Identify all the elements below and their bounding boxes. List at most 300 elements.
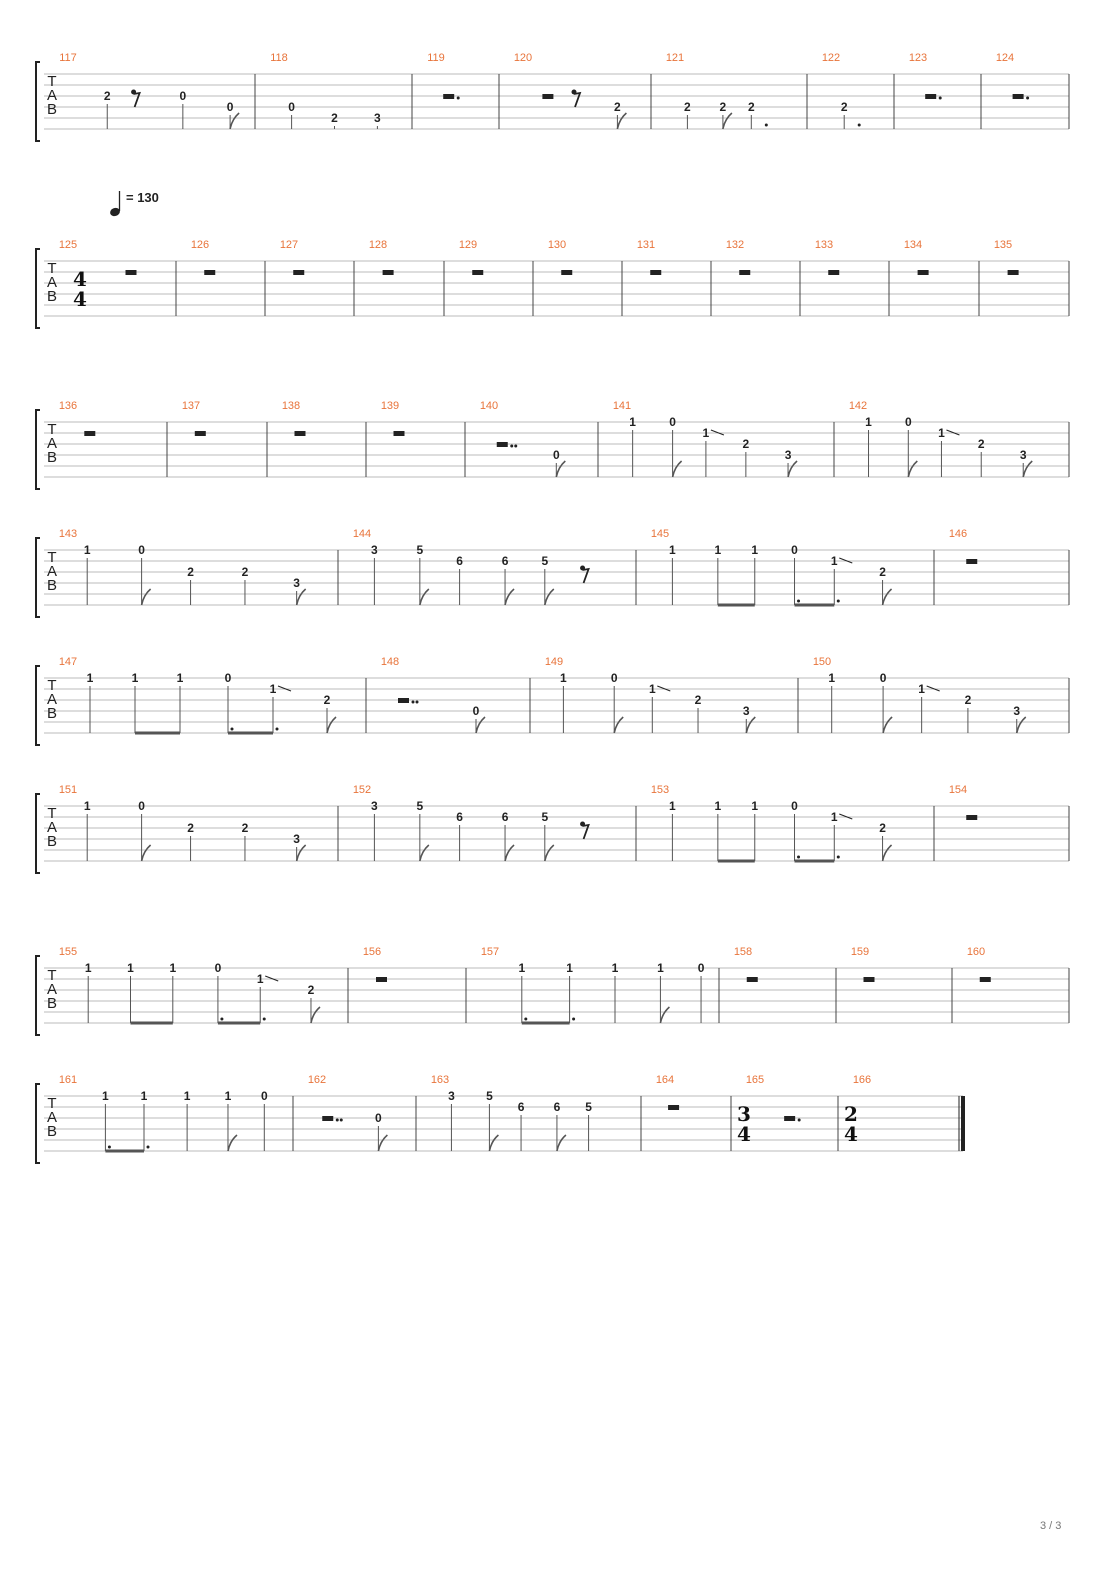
fret-number: 3	[1019, 448, 1027, 462]
eighth-flag-icon	[420, 589, 429, 605]
measure	[427, 52, 459, 100]
fret-number: 2	[879, 565, 886, 579]
tab-note	[831, 810, 852, 861]
measure	[822, 52, 861, 129]
tab-clef-letter: T	[47, 421, 57, 438]
tab-note	[324, 693, 336, 733]
eighth-flag-icon	[142, 845, 151, 861]
fret-number: 0	[472, 704, 480, 718]
tab-note	[585, 1100, 592, 1151]
half-rest-icon	[472, 270, 483, 275]
fret-number: 0	[138, 799, 145, 813]
measure	[270, 52, 381, 129]
time-signature-top: 3	[737, 1102, 751, 1126]
tab-clef-letter: T	[47, 967, 57, 984]
measure	[967, 946, 991, 982]
fret-number: 6	[456, 810, 463, 824]
eighth-flag-icon	[673, 461, 682, 477]
eighth-flag-icon	[311, 1007, 320, 1023]
tab-note	[257, 972, 278, 1023]
fret-number: 2	[719, 100, 727, 114]
tab-note	[375, 1111, 387, 1151]
tab-note	[714, 543, 721, 605]
tab-clef-letter: T	[47, 549, 57, 566]
tab-note	[308, 983, 320, 1023]
fret-number: 5	[541, 810, 549, 824]
fret-number: 0	[226, 100, 234, 114]
measure	[363, 946, 387, 982]
tab-clef-letter: T	[47, 73, 57, 90]
measure-number: 157	[480, 946, 500, 958]
fret-number: 1	[140, 1089, 148, 1103]
tab-note	[791, 543, 800, 605]
tab-note	[560, 671, 567, 733]
fret-number: 0	[288, 100, 295, 114]
measure-number: 122	[821, 52, 841, 64]
fret-number: 3	[1013, 704, 1021, 718]
eighth-flag-icon	[489, 1135, 498, 1151]
dot-icon	[457, 97, 460, 100]
staff-system	[36, 52, 1069, 141]
measure	[353, 784, 589, 861]
measure-number: 135	[993, 239, 1013, 251]
tab-clef-letter: B	[46, 101, 58, 118]
tab-note	[695, 693, 702, 733]
fret-number: 2	[964, 693, 972, 707]
tab-note	[720, 100, 732, 129]
measure-number: 128	[368, 239, 388, 251]
tab-note	[85, 961, 92, 1023]
fret-number: 2	[694, 693, 702, 707]
fret-number: 1	[83, 799, 91, 813]
fret-number: 1	[669, 799, 676, 813]
tab-clef-letter: B	[46, 833, 58, 850]
measure	[666, 52, 768, 129]
eighth-flag-icon	[788, 461, 797, 477]
measure	[651, 784, 892, 861]
fret-number: 0	[224, 671, 232, 685]
eighth-flag-icon	[617, 113, 626, 129]
fret-number: 2	[879, 821, 886, 835]
half-rest-icon	[561, 270, 572, 275]
tab-note	[865, 415, 872, 477]
fret-number: 5	[585, 1100, 592, 1114]
tab-clef-letter: B	[46, 449, 58, 466]
fret-number: 5	[416, 543, 424, 557]
dot-icon	[837, 856, 840, 859]
half-rest-icon	[383, 270, 394, 275]
measure	[548, 239, 572, 275]
measure	[59, 400, 95, 436]
measure	[59, 239, 137, 275]
dot-icon	[108, 1146, 111, 1149]
tab-note	[242, 821, 249, 861]
tab-clef-letter: A	[46, 981, 58, 998]
tab-clef-letter: B	[46, 577, 58, 594]
tab-note	[416, 799, 428, 861]
tab-note	[180, 89, 187, 129]
fret-number: 1	[224, 1089, 232, 1103]
tab-clef-letter: B	[46, 705, 58, 722]
eighth-flag-icon	[1023, 461, 1032, 477]
fret-number: 6	[501, 810, 509, 824]
eighth-flag-icon	[556, 461, 565, 477]
measure	[381, 400, 405, 436]
measure	[369, 239, 394, 275]
fret-number: 1	[84, 961, 92, 975]
half-rest-icon	[980, 977, 991, 982]
measure-number: 164	[655, 1074, 675, 1086]
measure-number: 136	[58, 400, 78, 412]
measure-number: 155	[58, 946, 78, 958]
fret-number: 1	[865, 415, 872, 429]
fret-number: 0	[697, 961, 705, 975]
dot-icon	[798, 1119, 801, 1122]
tab-note	[649, 682, 670, 733]
fret-number: 1	[629, 415, 636, 429]
system-bracket	[36, 1084, 40, 1163]
dot-icon	[340, 1119, 343, 1122]
measure	[904, 239, 929, 275]
half-rest-icon	[204, 270, 215, 275]
measure-number: 142	[848, 400, 868, 412]
tab-clef-letter: B	[46, 1123, 58, 1140]
eighth-flag-icon	[746, 717, 755, 733]
half-rest-icon	[918, 270, 929, 275]
tab-clef-letter: B	[46, 995, 58, 1012]
tab-note	[905, 415, 917, 477]
tab-note	[169, 961, 176, 1023]
measure-number: 147	[58, 656, 78, 668]
fret-number: 1	[176, 671, 184, 685]
measure-number: 124	[995, 52, 1015, 64]
tab-note	[669, 799, 676, 861]
measure	[545, 656, 755, 733]
tab-clef-letter: T	[47, 260, 57, 277]
half-rest-icon	[966, 559, 977, 564]
eighth-flag-icon	[883, 845, 892, 861]
tab-note	[566, 961, 575, 1023]
measure	[353, 528, 589, 605]
fret-number: 6	[517, 1100, 525, 1114]
measure-number: 140	[479, 400, 499, 412]
fret-number: 1	[131, 671, 139, 685]
eighth-flag-icon	[297, 845, 306, 861]
half-rest-icon	[497, 442, 518, 448]
measure	[726, 239, 750, 275]
eighth-flag-icon	[142, 589, 151, 605]
fret-number: 3	[293, 832, 300, 846]
measure-number: 123	[908, 52, 928, 64]
fret-number: 1	[560, 671, 567, 685]
tab-clef-letter: A	[46, 819, 58, 836]
tab-note	[371, 799, 378, 861]
dot-icon	[939, 97, 942, 100]
half-rest-icon	[126, 270, 137, 275]
fret-number: 2	[977, 437, 985, 451]
measure	[637, 239, 661, 275]
tab-note	[698, 961, 705, 1023]
fret-number: 2	[241, 821, 249, 835]
staff-system	[36, 656, 1069, 745]
eighth-flag-icon	[327, 717, 336, 733]
dot-icon	[146, 1146, 149, 1149]
half-rest-icon	[784, 1116, 801, 1122]
measure-number: 132	[725, 239, 745, 251]
tab-note	[751, 799, 758, 861]
tab-note	[880, 671, 892, 733]
fret-number: 3	[784, 448, 792, 462]
time-signature-bottom: 4	[844, 1122, 858, 1146]
tab-note	[102, 1089, 111, 1151]
tab-note	[187, 565, 194, 605]
fret-number: 1	[702, 426, 710, 440]
measure-number: 121	[665, 52, 685, 64]
tab-note	[541, 810, 553, 861]
tab-note	[177, 671, 184, 733]
page-number: 3 / 3	[1040, 1520, 1062, 1532]
measure	[59, 784, 306, 861]
half-rest-icon	[542, 94, 553, 99]
tab-clef-letter: T	[47, 1095, 57, 1112]
dot-icon	[412, 701, 415, 704]
tab-note	[553, 448, 565, 477]
measure-number: 156	[362, 946, 382, 958]
tab-note	[614, 100, 626, 129]
half-rest-icon	[739, 270, 750, 275]
fret-number: 1	[669, 543, 676, 557]
fret-number: 0	[879, 671, 887, 685]
half-rest-icon	[828, 270, 839, 275]
fret-number: 1	[86, 671, 94, 685]
fret-number: 0	[610, 671, 618, 685]
tab-note	[87, 671, 94, 733]
tab-note	[371, 543, 378, 605]
fret-number: 3	[293, 576, 300, 590]
fret-number: 5	[541, 554, 549, 568]
tab-note	[448, 1089, 455, 1151]
tab-note	[669, 415, 681, 477]
measure	[431, 1074, 592, 1151]
fret-number: 2	[103, 89, 111, 103]
tab-note	[132, 671, 139, 733]
fret-number: 1	[518, 961, 526, 975]
fret-number: 1	[938, 426, 945, 440]
time-signature-bottom: 4	[73, 287, 87, 311]
staff-system	[36, 946, 1069, 1035]
tab-note	[841, 100, 861, 129]
measure	[909, 52, 942, 100]
eighth-flag-icon	[660, 1007, 669, 1023]
system-bracket	[36, 794, 40, 873]
measure-number: 166	[852, 1074, 872, 1086]
fret-number: 0	[669, 415, 676, 429]
measure-number: 144	[352, 528, 372, 540]
dot-icon	[572, 1018, 575, 1021]
measure	[849, 400, 1032, 477]
measure-number: 150	[812, 656, 832, 668]
tab-note	[225, 671, 234, 733]
dot-icon	[514, 445, 517, 448]
fret-number: 1	[611, 961, 619, 975]
dot-icon	[765, 124, 768, 127]
tab-note	[748, 100, 768, 129]
tab-clef-letter: A	[46, 691, 58, 708]
tab-note	[879, 821, 891, 861]
fret-number: 5	[416, 799, 424, 813]
half-rest-icon	[864, 977, 875, 982]
tab-note	[918, 682, 939, 733]
system-bracket	[36, 956, 40, 1035]
measure-number: 158	[733, 946, 753, 958]
measure-number: 162	[307, 1074, 327, 1086]
eighth-flag-icon	[505, 589, 514, 605]
fret-number: 1	[183, 1089, 191, 1103]
fret-number: 2	[187, 821, 194, 835]
measure	[280, 239, 304, 275]
measure	[949, 528, 977, 564]
measure-number: 137	[181, 400, 201, 412]
fret-number: 1	[648, 682, 656, 696]
tab-note	[84, 543, 91, 605]
measure-number: 160	[966, 946, 986, 958]
fret-number: 1	[714, 543, 722, 557]
system-bracket	[36, 666, 40, 745]
dot-icon	[416, 701, 419, 704]
fret-number: 3	[374, 111, 381, 125]
tab-note	[502, 554, 514, 605]
measure	[459, 239, 483, 275]
tab-note	[703, 426, 724, 477]
measure-number: 130	[547, 239, 567, 251]
tab-note	[879, 565, 891, 605]
eighth-flag-icon	[557, 1135, 566, 1151]
fret-number: 0	[552, 448, 560, 462]
fret-number: 0	[260, 1089, 268, 1103]
measure	[282, 400, 306, 436]
half-rest-icon	[84, 431, 95, 436]
tab-note	[288, 100, 295, 129]
system-bracket	[36, 62, 40, 141]
tab-note	[743, 704, 755, 733]
tab-clef-letter: A	[46, 435, 58, 452]
measure	[182, 400, 206, 436]
measure-number: 151	[58, 784, 78, 796]
half-rest-icon	[322, 1116, 343, 1122]
tab-note	[227, 100, 239, 129]
eighth-rest-icon	[572, 90, 581, 108]
measure	[656, 1074, 679, 1110]
measure-number: 139	[380, 400, 400, 412]
measure	[949, 784, 977, 820]
tab-note	[138, 799, 150, 861]
eighth-flag-icon	[908, 461, 917, 477]
dot-icon	[276, 728, 279, 731]
measure	[59, 656, 336, 733]
half-rest-icon	[966, 815, 977, 820]
tempo-mark	[109, 190, 159, 217]
tempo-label: = 130	[126, 190, 159, 205]
measure-number: 117	[59, 52, 77, 64]
tab-note	[965, 693, 972, 733]
fret-number: 1	[83, 543, 91, 557]
tab-clef-letter: A	[46, 1109, 58, 1126]
tab-note	[456, 554, 463, 605]
tab-clef-letter: T	[47, 805, 57, 822]
tab-note	[187, 821, 194, 861]
measure-number: 153	[650, 784, 670, 796]
eighth-flag-icon	[723, 113, 732, 129]
eighth-flag-icon	[420, 845, 429, 861]
tab-note	[416, 543, 428, 605]
fret-number: 1	[256, 972, 264, 986]
half-rest-icon	[398, 698, 419, 704]
fret-number: 6	[456, 554, 463, 568]
measure-number: 141	[612, 400, 632, 412]
tab-clef-letter: A	[46, 274, 58, 291]
dot-icon	[858, 124, 861, 127]
measure	[381, 656, 485, 733]
dot-icon	[524, 1018, 527, 1021]
measure	[813, 656, 1026, 733]
measure-number: 131	[636, 239, 656, 251]
measure	[308, 1074, 388, 1151]
tab-note	[1013, 704, 1025, 733]
fret-number: 2	[331, 111, 338, 125]
tab-note	[518, 961, 527, 1023]
fret-number: 1	[830, 810, 838, 824]
measure-number: 120	[513, 52, 533, 64]
tab-note	[657, 961, 669, 1023]
tab-note	[293, 832, 305, 861]
fret-number: 3	[742, 704, 750, 718]
measure	[996, 52, 1029, 100]
tab-note	[791, 799, 800, 861]
tab-note	[261, 1089, 268, 1151]
tab-note	[473, 704, 485, 733]
fret-number: 6	[553, 1100, 561, 1114]
fret-number: 1	[830, 554, 838, 568]
measure	[994, 239, 1019, 275]
eighth-flag-icon	[1017, 717, 1026, 733]
fret-number: 1	[828, 671, 836, 685]
measure	[191, 239, 215, 275]
measure	[737, 1074, 801, 1146]
measure-number: 143	[58, 528, 78, 540]
measure-number: 133	[814, 239, 834, 251]
tab-note	[293, 576, 305, 605]
fret-number: 2	[307, 983, 315, 997]
measure-number: 134	[903, 239, 923, 251]
tab-note	[184, 1089, 191, 1151]
fret-number: 2	[840, 100, 848, 114]
tab-note	[831, 554, 852, 605]
eighth-rest-icon	[580, 566, 589, 584]
tab-note	[611, 671, 623, 733]
dot-icon	[220, 1018, 223, 1021]
measure-number: 161	[58, 1074, 78, 1086]
measure	[59, 52, 239, 129]
tab-note	[978, 437, 985, 477]
tab-note	[1020, 448, 1032, 477]
tab-clef-letter: A	[46, 563, 58, 580]
eighth-flag-icon	[545, 845, 554, 861]
measure-number: 154	[948, 784, 968, 796]
dot-icon	[1026, 97, 1029, 100]
fret-number: 1	[169, 961, 177, 975]
eighth-flag-icon	[230, 113, 239, 129]
fret-number: 3	[371, 799, 378, 813]
